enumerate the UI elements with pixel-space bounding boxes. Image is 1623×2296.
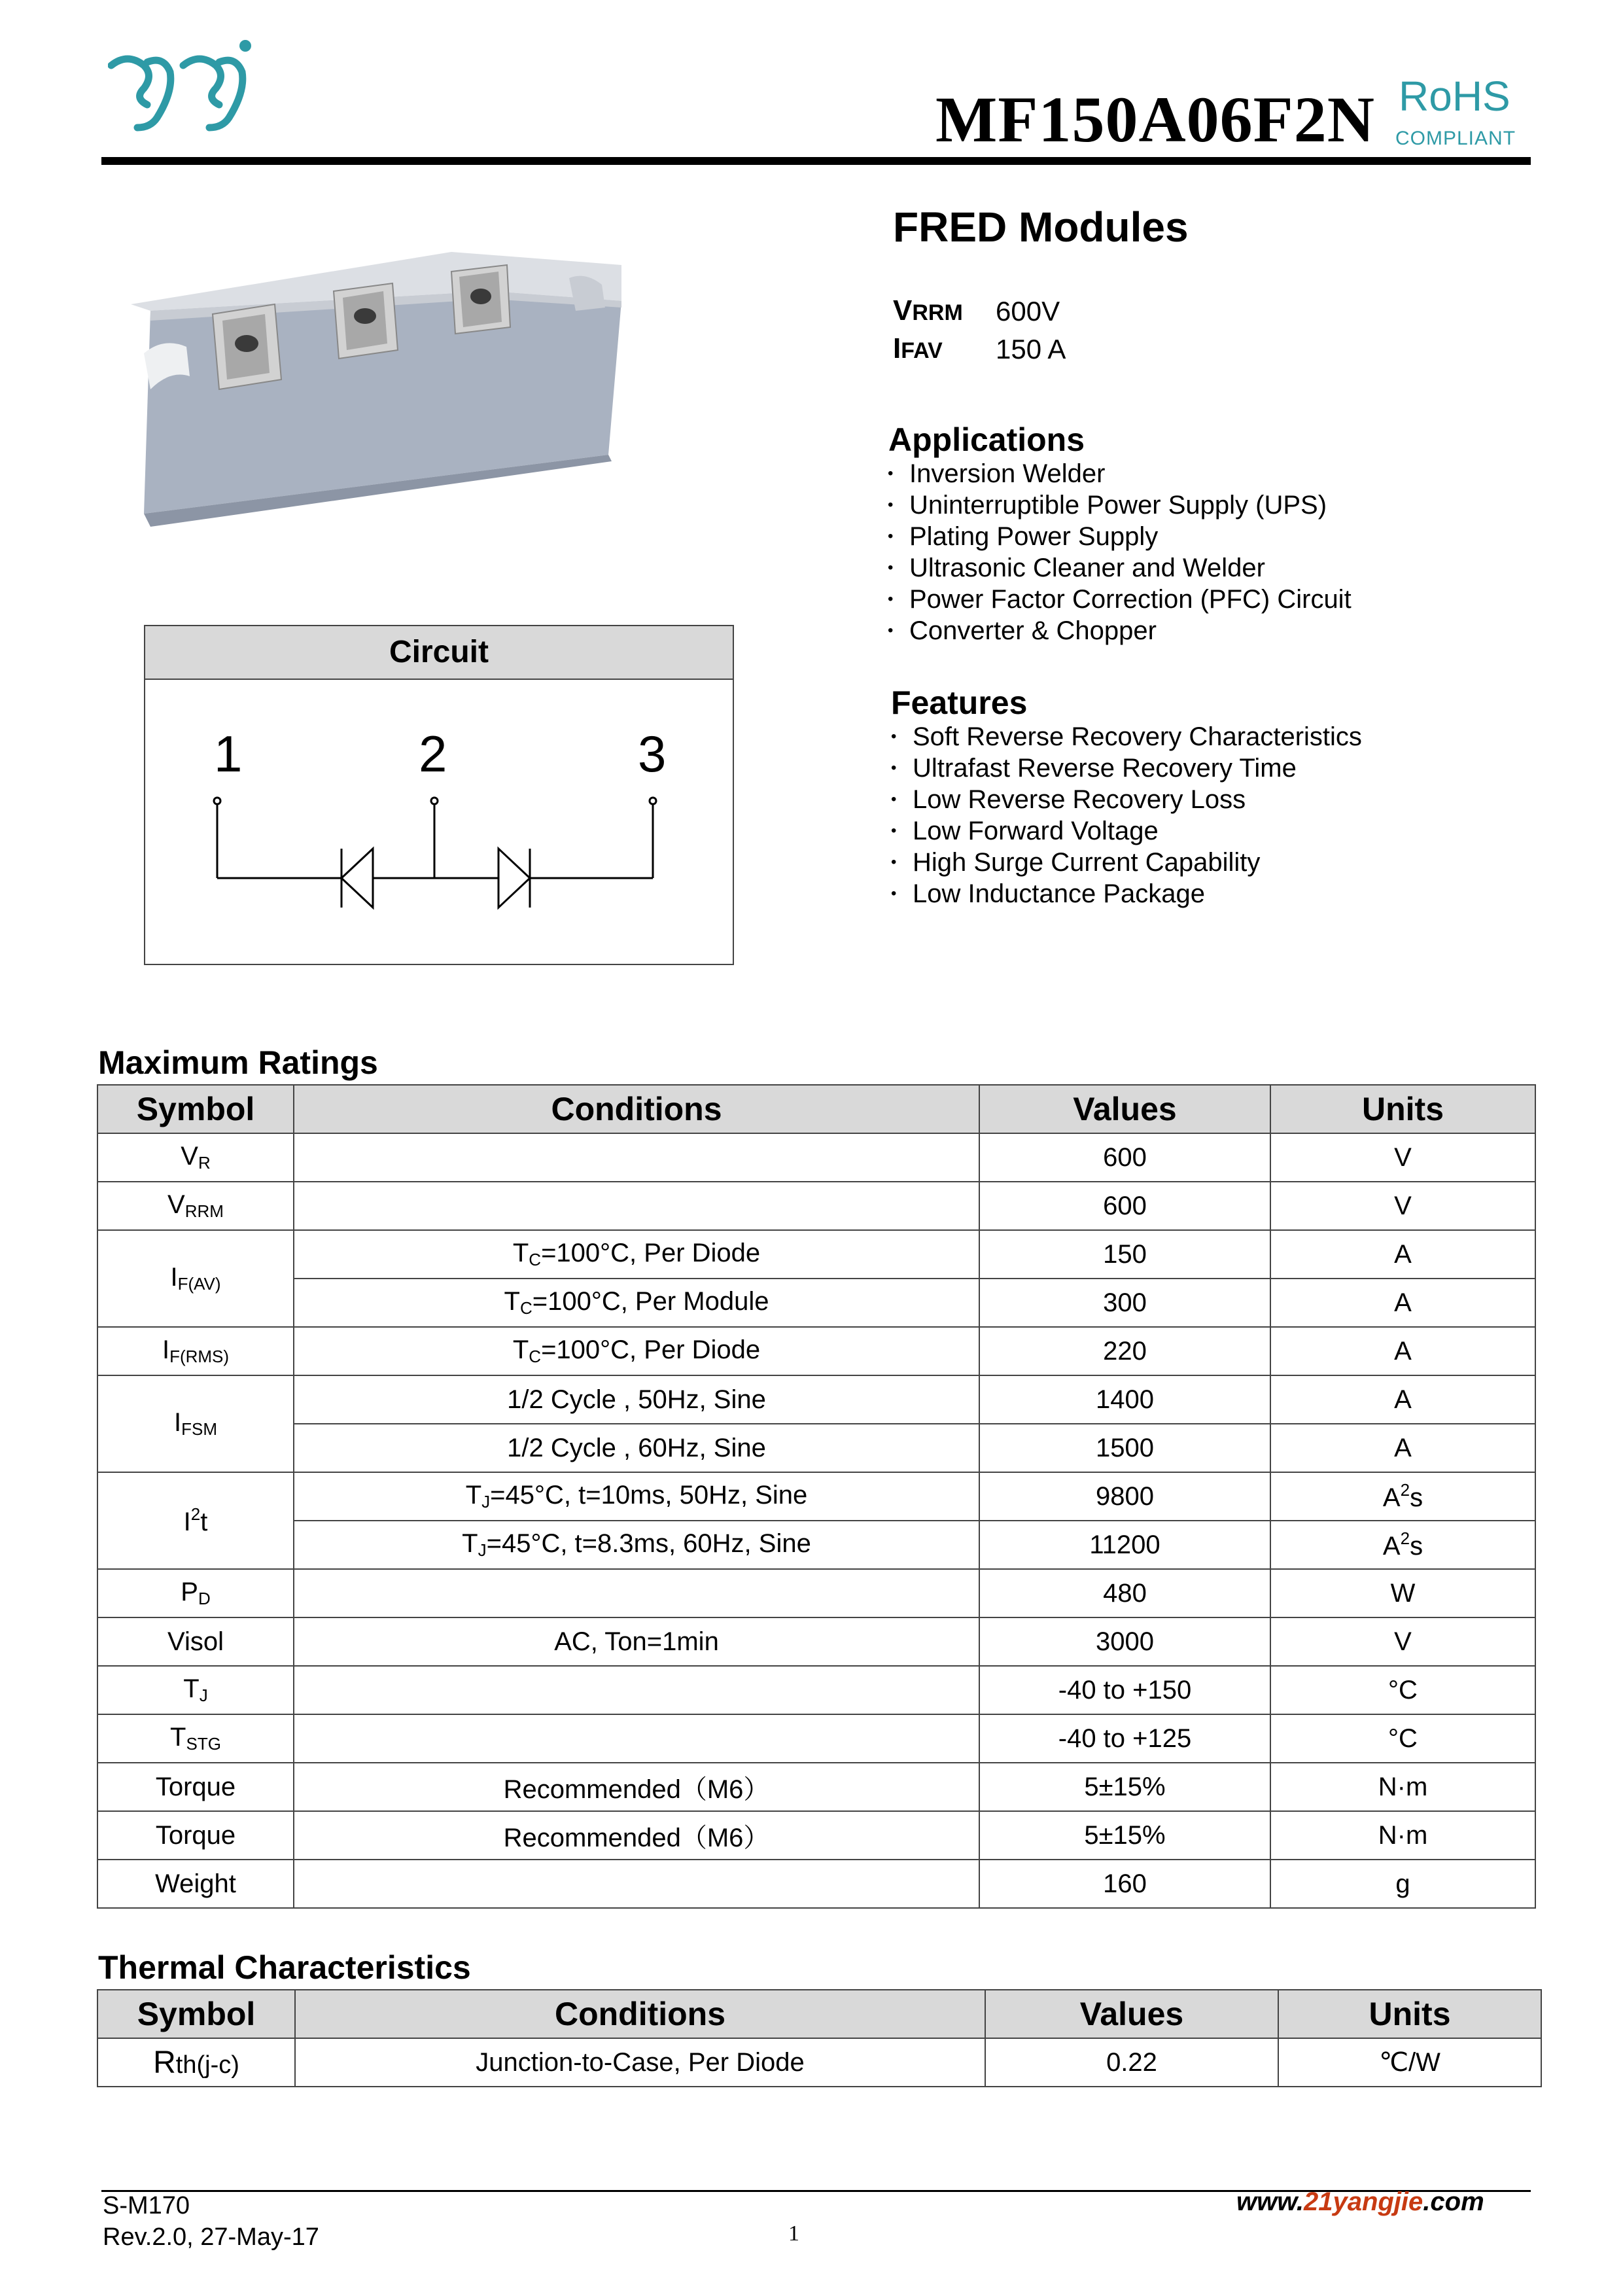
table-row: [97, 1230, 1535, 1279]
unit-cell: V: [1270, 1182, 1535, 1230]
value-cell: 3000: [979, 1617, 1270, 1666]
conditions-cell: 1/2 Cycle , 60Hz, Sine: [294, 1424, 979, 1472]
table-row: [97, 1327, 1535, 1375]
value-cell: 0.22: [985, 2038, 1278, 2087]
conditions-cell: $T_C=100^\circ C$, Per Module: [294, 1279, 979, 1327]
unit-cell: °C: [1270, 1666, 1535, 1714]
conditions-cell: Junction-to-Case, Per Diode: [295, 2038, 985, 2087]
header-values: Values: [985, 1990, 1278, 2038]
feature-item: • Low Reverse Recovery Loss: [890, 784, 1362, 815]
unit-cell: V: [1270, 1617, 1535, 1666]
unit-cell: g: [1270, 1860, 1535, 1908]
value-cell: 11200: [979, 1521, 1270, 1569]
unit-cell: $A^2s$: [1270, 1472, 1535, 1521]
value-cell: 160: [979, 1860, 1270, 1908]
symbol-cell: $V_R$: [97, 1133, 294, 1182]
value-cell: 220: [979, 1327, 1270, 1375]
features-title: Features: [891, 684, 1028, 721]
applications-list: [886, 458, 1352, 646]
unit-cell: A: [1270, 1375, 1535, 1424]
circuit-panel: [144, 625, 734, 965]
unit-cell: A: [1270, 1230, 1535, 1279]
max-ratings-table: [97, 1084, 1536, 1909]
symbol-cell: $I_{FSM}$: [97, 1375, 294, 1472]
application-item: • Converter & Chopper: [886, 615, 1352, 646]
symbol-cell: Weight: [97, 1860, 294, 1908]
revision: Rev.2.0, 27-May-17: [103, 2223, 319, 2251]
circuit-diagram: [145, 680, 733, 964]
feature-item: • Ultrafast Reverse Recovery Time: [890, 752, 1362, 784]
conditions-cell: $T_C=100^\circ C$, Per Diode: [294, 1230, 979, 1279]
unit-cell: N·m: [1270, 1811, 1535, 1860]
header-symbol: Symbol: [97, 1085, 294, 1133]
diode-2-icon: [498, 849, 530, 908]
max-ratings-title: Maximum Ratings: [98, 1044, 378, 1081]
unit-cell: ℃/W: [1278, 2038, 1541, 2087]
unit-cell: $A^2s$: [1270, 1521, 1535, 1569]
header-values: Values: [979, 1085, 1270, 1133]
table-row: [97, 1763, 1535, 1811]
unit-cell: W: [1270, 1569, 1535, 1617]
page-number: 1: [788, 2221, 799, 2246]
unit-cell: A: [1270, 1279, 1535, 1327]
value-cell: 150: [979, 1230, 1270, 1279]
header-symbol: Symbol: [97, 1990, 295, 2038]
doc-code: S-M170: [103, 2192, 190, 2219]
table-row: [97, 1133, 1535, 1182]
application-item: • Power Factor Correction (PFC) Circuit: [886, 584, 1352, 615]
application-item: • Ultrasonic Cleaner and Welder: [886, 552, 1352, 584]
unit-cell: A: [1270, 1424, 1535, 1472]
conditions-cell: AC, Ton=1min: [294, 1617, 979, 1666]
feature-item: • Low Inductance Package: [890, 878, 1362, 910]
table-row: [97, 1617, 1535, 1666]
unit-cell: V: [1270, 1133, 1535, 1182]
spec-ifav-symbol: IFAV: [893, 332, 943, 364]
table-row: [97, 1472, 1535, 1521]
value-cell: -40 to +125: [979, 1714, 1270, 1763]
conditions-cell: [294, 1714, 979, 1763]
symbol-cell: $I_{F(RMS)}$: [97, 1327, 294, 1375]
table-row: [97, 1375, 1535, 1424]
pin-1-label: 1: [214, 725, 243, 783]
circuit-title: Circuit: [145, 626, 733, 680]
conditions-cell: Recommended（M6）: [294, 1811, 979, 1860]
table-row: [97, 1424, 1535, 1472]
part-number: MF150A06F2N: [935, 83, 1375, 156]
value-cell: 1500: [979, 1424, 1270, 1472]
unit-cell: N·m: [1270, 1763, 1535, 1811]
rohs-compliant-label: COMPLIANT: [1395, 128, 1516, 149]
table-row: [97, 1569, 1535, 1617]
table-row: [97, 1811, 1535, 1860]
header-conditions: Conditions: [295, 1990, 985, 2038]
applications-title: Applications: [888, 421, 1085, 458]
conditions-cell: [294, 1569, 979, 1617]
conditions-cell: [294, 1666, 979, 1714]
table-row: [97, 1860, 1535, 1908]
unit-cell: °C: [1270, 1714, 1535, 1763]
symbol-cell: $P_D$: [97, 1569, 294, 1617]
value-cell: 600: [979, 1182, 1270, 1230]
conditions-cell: $T_J=45^\circ C$, t=8.3ms, 60Hz, Sine: [294, 1521, 979, 1569]
table-header-row: [97, 1085, 1535, 1133]
product-photo: [124, 239, 621, 533]
header-rule: [101, 157, 1531, 165]
value-cell: 5±15%: [979, 1811, 1270, 1860]
value-cell: 1400: [979, 1375, 1270, 1424]
table-row: [97, 1182, 1535, 1230]
symbol-cell: Torque: [97, 1763, 294, 1811]
conditions-cell: [294, 1860, 979, 1908]
unit-cell: A: [1270, 1327, 1535, 1375]
symbol-cell: $I^2t$: [97, 1472, 294, 1569]
header-units: Units: [1270, 1085, 1535, 1133]
header-units: Units: [1278, 1990, 1541, 2038]
circuit-wiring: [214, 798, 656, 878]
features-list: [890, 721, 1362, 910]
feature-item: • Low Forward Voltage: [890, 815, 1362, 847]
conditions-cell: $T_C=100^\circ C$, Per Diode: [294, 1327, 979, 1375]
table-row: [97, 1279, 1535, 1327]
pin-2-label: 2: [419, 725, 447, 783]
thermal-table: [97, 1989, 1542, 2087]
conditions-cell: [294, 1182, 979, 1230]
symbol-cell: $T_J$: [97, 1666, 294, 1714]
header-conditions: Conditions: [294, 1085, 979, 1133]
feature-item: • High Surge Current Capability: [890, 847, 1362, 878]
spec-vrrm-symbol: VRRM: [893, 294, 963, 327]
symbol-cell: Torque: [97, 1811, 294, 1860]
symbol-cell: Visol: [97, 1617, 294, 1666]
pin-3-label: 3: [638, 725, 667, 783]
conditions-cell: [294, 1133, 979, 1182]
diode-1-icon: [341, 849, 373, 908]
value-cell: -40 to +150: [979, 1666, 1270, 1714]
value-cell: 600: [979, 1133, 1270, 1182]
thermal-title: Thermal Characteristics: [98, 1949, 471, 1986]
company-logo: [108, 36, 265, 141]
table-row: [97, 1666, 1535, 1714]
symbol-cell: $I_{F(AV)}$: [97, 1230, 294, 1327]
value-cell: 480: [979, 1569, 1270, 1617]
application-item: • Inversion Welder: [886, 458, 1352, 489]
symbol-cell: Rth(j-c): [97, 2038, 295, 2087]
spec-ifav-value: 150 A: [996, 334, 1066, 364]
website-link[interactable]: www.21yangjie.com: [1236, 2187, 1484, 2216]
value-cell: 300: [979, 1279, 1270, 1327]
conditions-cell: 1/2 Cycle , 50Hz, Sine: [294, 1375, 979, 1424]
symbol-cell: $V_{RRM}$: [97, 1182, 294, 1230]
application-item: • Plating Power Supply: [886, 521, 1352, 552]
table-header-row: [97, 1990, 1541, 2038]
spec-vrrm-value: 600V: [996, 296, 1060, 327]
product-title: FRED Modules: [893, 203, 1189, 251]
value-cell: 5±15%: [979, 1763, 1270, 1811]
rohs-label: RoHS: [1399, 73, 1510, 120]
conditions-cell: Recommended（M6）: [294, 1763, 979, 1811]
table-row: [97, 1521, 1535, 1569]
conditions-cell: $T_J=45^\circ C$, t=10ms, 50Hz, Sine: [294, 1472, 979, 1521]
feature-item: • Soft Reverse Recovery Characteristics: [890, 721, 1362, 752]
table-row: [97, 1714, 1535, 1763]
value-cell: 9800: [979, 1472, 1270, 1521]
symbol-cell: $T_{STG}$: [97, 1714, 294, 1763]
application-item: • Uninterruptible Power Supply (UPS): [886, 489, 1352, 521]
table-row: [97, 2038, 1541, 2087]
